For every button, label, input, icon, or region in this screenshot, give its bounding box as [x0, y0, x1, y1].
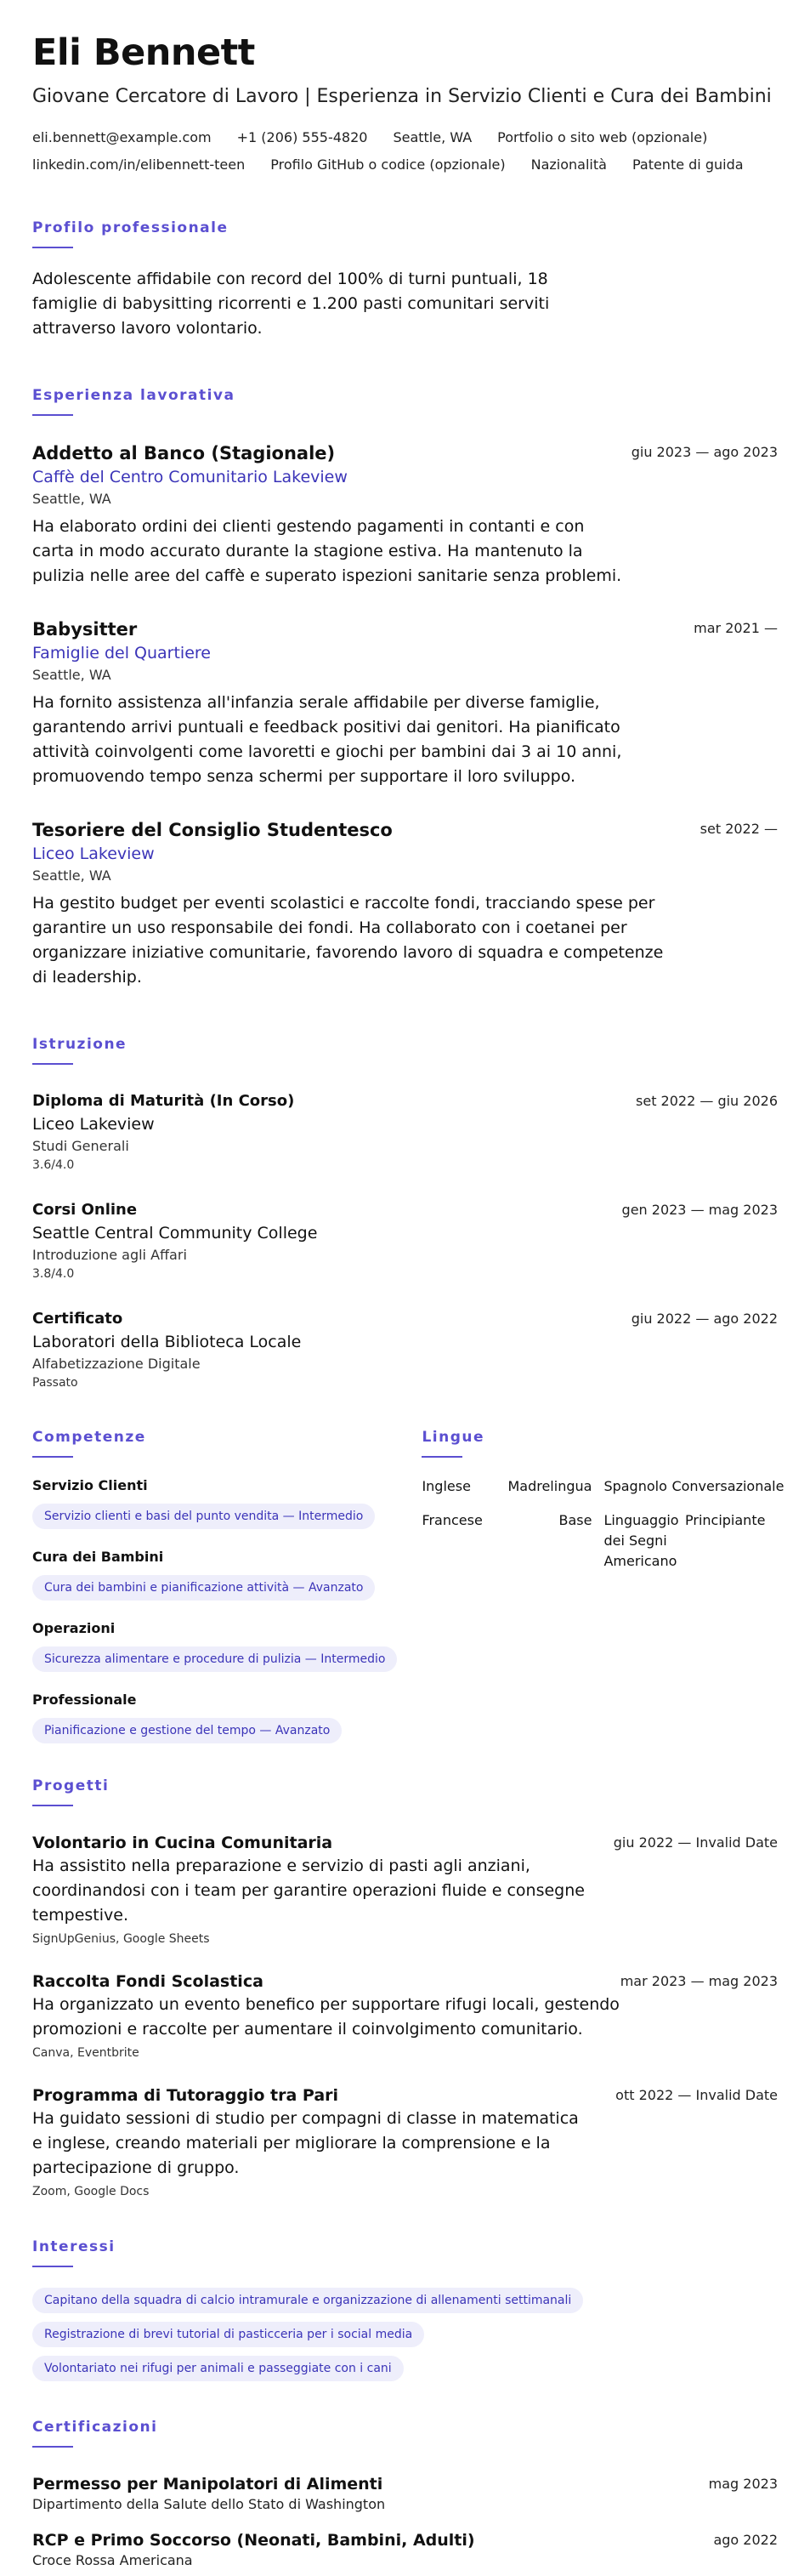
experience-item: [32, 617, 778, 789]
experience-section: [32, 387, 778, 990]
education-section: [32, 1036, 778, 1391]
project-name: Volontario in Cucina Comunitaria: [32, 1834, 333, 1852]
education-institution: Seattle Central Community College: [32, 1224, 318, 1243]
project-name: Raccolta Fondi Scolastica: [32, 1972, 263, 1991]
job-organization: Caffè del Centro Comunitario Lakeview: [32, 468, 348, 486]
skills-section: [32, 1429, 422, 1743]
language-level: Conversazionale: [671, 1478, 785, 1494]
project-item: [32, 2084, 778, 2201]
contact-location: Seattle, WA: [393, 129, 473, 145]
education-institution: Laboratori della Biblioteca Locale: [32, 1333, 302, 1351]
certification-name: Permesso per Manipolatori di Alimenti: [32, 2475, 383, 2494]
job-description: Ha fornito assistenza all'infanzia serale affidabile per diverse famiglie, garantendo arrivi puntuali e feedback positivi dai genitori. Ha pianificato attività coinvolgenti come lavoretti e giochi per bambini dai 3 ai 10 anni, promuovendo tempo senza schermi per supportare il loro sviluppo.: [32, 693, 622, 786]
education-dates: set 2022 — giu 2026: [636, 1093, 778, 1109]
certification-item: [32, 2529, 778, 2570]
contact-nationality: Nazionalità: [530, 156, 607, 173]
skills-languages-row: [32, 1429, 785, 1743]
language-row: [422, 1476, 785, 1497]
languages-section: [422, 1429, 785, 1743]
project-name: Programma di Tutoraggio tra Pari: [32, 2086, 339, 2105]
skill-group: [32, 1548, 422, 1601]
certification-item: [32, 2473, 778, 2514]
job-title: Babysitter: [32, 619, 138, 640]
section-rule: [32, 247, 73, 248]
section-rule: [32, 2446, 73, 2448]
skill-chip: Sicurezza alimentare e procedure di pulizia — Intermedio: [32, 1646, 397, 1672]
education-item: [32, 1199, 778, 1282]
skill-group: [32, 1476, 422, 1529]
summary-text: Adolescente affidabile con record del 100% di turni puntuali, 18 famiglie di babysitting ricorrenti e 1.200 pasti comunitari serviti attraverso lavoro volontario.: [32, 270, 550, 338]
job-dates: set 2022 —: [700, 821, 778, 837]
language-level: Madrelingua: [507, 1478, 592, 1494]
section-title: Progetti: [32, 1777, 110, 1794]
job-location: Seattle, WA: [32, 491, 111, 507]
section-title: Profilo professionale: [32, 219, 229, 236]
interests-section: [32, 2238, 778, 2381]
experience-item: [32, 818, 778, 990]
section-title: Esperienza lavorativa: [32, 387, 235, 404]
interest-chip: Registrazione di brevi tutorial di pasticceria per i social media: [32, 2322, 424, 2347]
education-item: [32, 1308, 778, 1391]
job-organization: Liceo Lakeview: [32, 844, 155, 863]
certifications-section: [32, 2419, 778, 2570]
certification-date: mag 2023: [708, 2476, 778, 2492]
section-rule: [32, 2266, 73, 2267]
skill-group-name: Professionale: [32, 1692, 137, 1708]
section-rule: [32, 1456, 73, 1458]
job-description: Ha gestito budget per eventi scolastici e raccolte fondi, tracciando spese per garantire un uso responsabile dei fondi. Ha collaborato con i coetanei per organizzare iniziative comunitarie, favorendo lavoro di squadra e competenze di leadership.: [32, 894, 664, 987]
project-description: Ha guidato sessioni di studio per compagni di classe in matematica e inglese, creando materiali per migliorare la comprensione e la partecipazione di gruppo.: [32, 2109, 579, 2177]
project-item: [32, 1970, 778, 2062]
job-title: Addetto al Banco (Stagionale): [32, 443, 336, 463]
skill-group: [32, 1691, 422, 1743]
language-name: Linguaggio dei Segni Americano: [603, 1512, 679, 1569]
language-name: Inglese: [422, 1478, 471, 1494]
project-description: Ha assistito nella preparazione e servizio di pasti agli anziani, coordinandosi con i team per garantire operazioni fluide e consegne tempestive.: [32, 1857, 585, 1925]
project-description: Ha organizzato un evento benefico per supportare rifugi locali, gestendo promozioni e raccolte per aumentare il coinvolgimento comunitario.: [32, 1995, 620, 2039]
contact-list: [32, 124, 763, 179]
job-location: Seattle, WA: [32, 867, 111, 884]
skill-chip: Servizio clienti e basi del punto vendita — Intermedio: [32, 1504, 375, 1529]
section-title: Istruzione: [32, 1036, 127, 1053]
skill-group-name: Servizio Clienti: [32, 1477, 148, 1493]
contact-portfolio[interactable]: Portfolio o sito web (opzionale): [497, 129, 708, 145]
section-title: Interessi: [32, 2238, 116, 2255]
contact-linkedin[interactable]: linkedin.com/in/elibennett-teen: [32, 156, 246, 173]
skill-chip: Pianificazione e gestione del tempo — Avanzato: [32, 1718, 342, 1743]
section-title: Lingue: [422, 1429, 485, 1446]
language-level: Base: [558, 1512, 592, 1528]
job-title: Tesoriere del Consiglio Studentesco: [32, 820, 393, 840]
education-degree: Corsi Online: [32, 1201, 138, 1219]
experience-item: [32, 441, 778, 589]
contact-driving-license: Patente di guida: [632, 156, 744, 173]
job-dates: giu 2023 — ago 2023: [631, 444, 778, 460]
section-rule: [32, 414, 73, 416]
project-dates: mar 2023 — mag 2023: [620, 1973, 778, 1989]
education-dates: gen 2023 — mag 2023: [621, 1202, 778, 1218]
candidate-headline: Giovane Cercatore di Lavoro | Esperienza in Servizio Clienti e Cura dei Bambini: [32, 86, 772, 107]
certification-issuer: Dipartimento della Salute dello Stato di Washington: [32, 2496, 386, 2512]
project-tools: Zoom, Google Docs: [32, 2185, 150, 2198]
job-location: Seattle, WA: [32, 667, 111, 683]
skill-group: [32, 1619, 422, 1672]
education-dates: giu 2022 — ago 2022: [631, 1311, 778, 1327]
contact-phone[interactable]: +1 (206) 555-4820: [236, 129, 368, 145]
section-rule: [32, 1063, 73, 1065]
language-row: [422, 1510, 778, 1572]
certification-issuer: Croce Rossa Americana: [32, 2552, 193, 2568]
education-score: Passato: [32, 1376, 78, 1390]
skill-group-name: Operazioni: [32, 1620, 116, 1636]
language-level: Principiante: [685, 1512, 766, 1528]
project-item: [32, 1832, 778, 1948]
skill-group-name: Cura dei Bambini: [32, 1549, 164, 1565]
education-field: Studi Generali: [32, 1138, 129, 1154]
interest-chip: Volontariato nei rifugi per animali e passeggiate con i cani: [32, 2356, 404, 2381]
job-description: Ha elaborato ordini dei clienti gestendo pagamenti in contanti e con carta in modo accurato durante la stagione estiva. Ha mantenuto la pulizia nelle aree del caffè e superato ispezioni sanitarie senza problemi.: [32, 517, 622, 585]
language-name: Francese: [422, 1512, 483, 1528]
project-tools: SignUpGenius, Google Sheets: [32, 1932, 210, 1946]
language-name: Spagnolo: [603, 1478, 667, 1494]
contact-email[interactable]: eli.bennett@example.com: [32, 129, 212, 145]
education-field: Alfabetizzazione Digitale: [32, 1356, 201, 1372]
certification-name: RCP e Primo Soccorso (Neonati, Bambini, Adulti): [32, 2531, 475, 2550]
project-dates: ott 2022 — Invalid Date: [615, 2087, 778, 2103]
job-organization: Famiglie del Quartiere: [32, 644, 211, 662]
education-field: Introduzione agli Affari: [32, 1247, 187, 1263]
projects-section: [32, 1777, 778, 2201]
contact-github[interactable]: Profilo GitHub o codice (opzionale): [270, 156, 506, 173]
section-title: Certificazioni: [32, 2419, 158, 2436]
interest-chip-list: [32, 2279, 797, 2381]
education-score: 3.6/4.0: [32, 1158, 75, 1172]
skill-chip: Cura dei bambini e pianificazione attività — Avanzato: [32, 1575, 375, 1601]
certification-date: ago 2022: [713, 2532, 778, 2548]
education-item: [32, 1090, 778, 1174]
education-score: 3.8/4.0: [32, 1267, 75, 1281]
section-title: Competenze: [32, 1429, 146, 1446]
education-institution: Liceo Lakeview: [32, 1115, 155, 1134]
section-rule: [422, 1456, 462, 1458]
candidate-name: Eli Bennett: [32, 31, 255, 74]
job-dates: mar 2021 —: [694, 620, 778, 636]
summary-section: [32, 219, 778, 341]
project-dates: giu 2022 — Invalid Date: [613, 1834, 778, 1851]
interest-chip: Capitano della squadra di calcio intramurale e organizzazione di allenamenti settimanali: [32, 2288, 583, 2313]
project-tools: Canva, Eventbrite: [32, 2046, 139, 2060]
education-degree: Certificato: [32, 1310, 123, 1328]
education-degree: Diploma di Maturità (In Corso): [32, 1092, 295, 1110]
section-rule: [32, 1805, 73, 1806]
